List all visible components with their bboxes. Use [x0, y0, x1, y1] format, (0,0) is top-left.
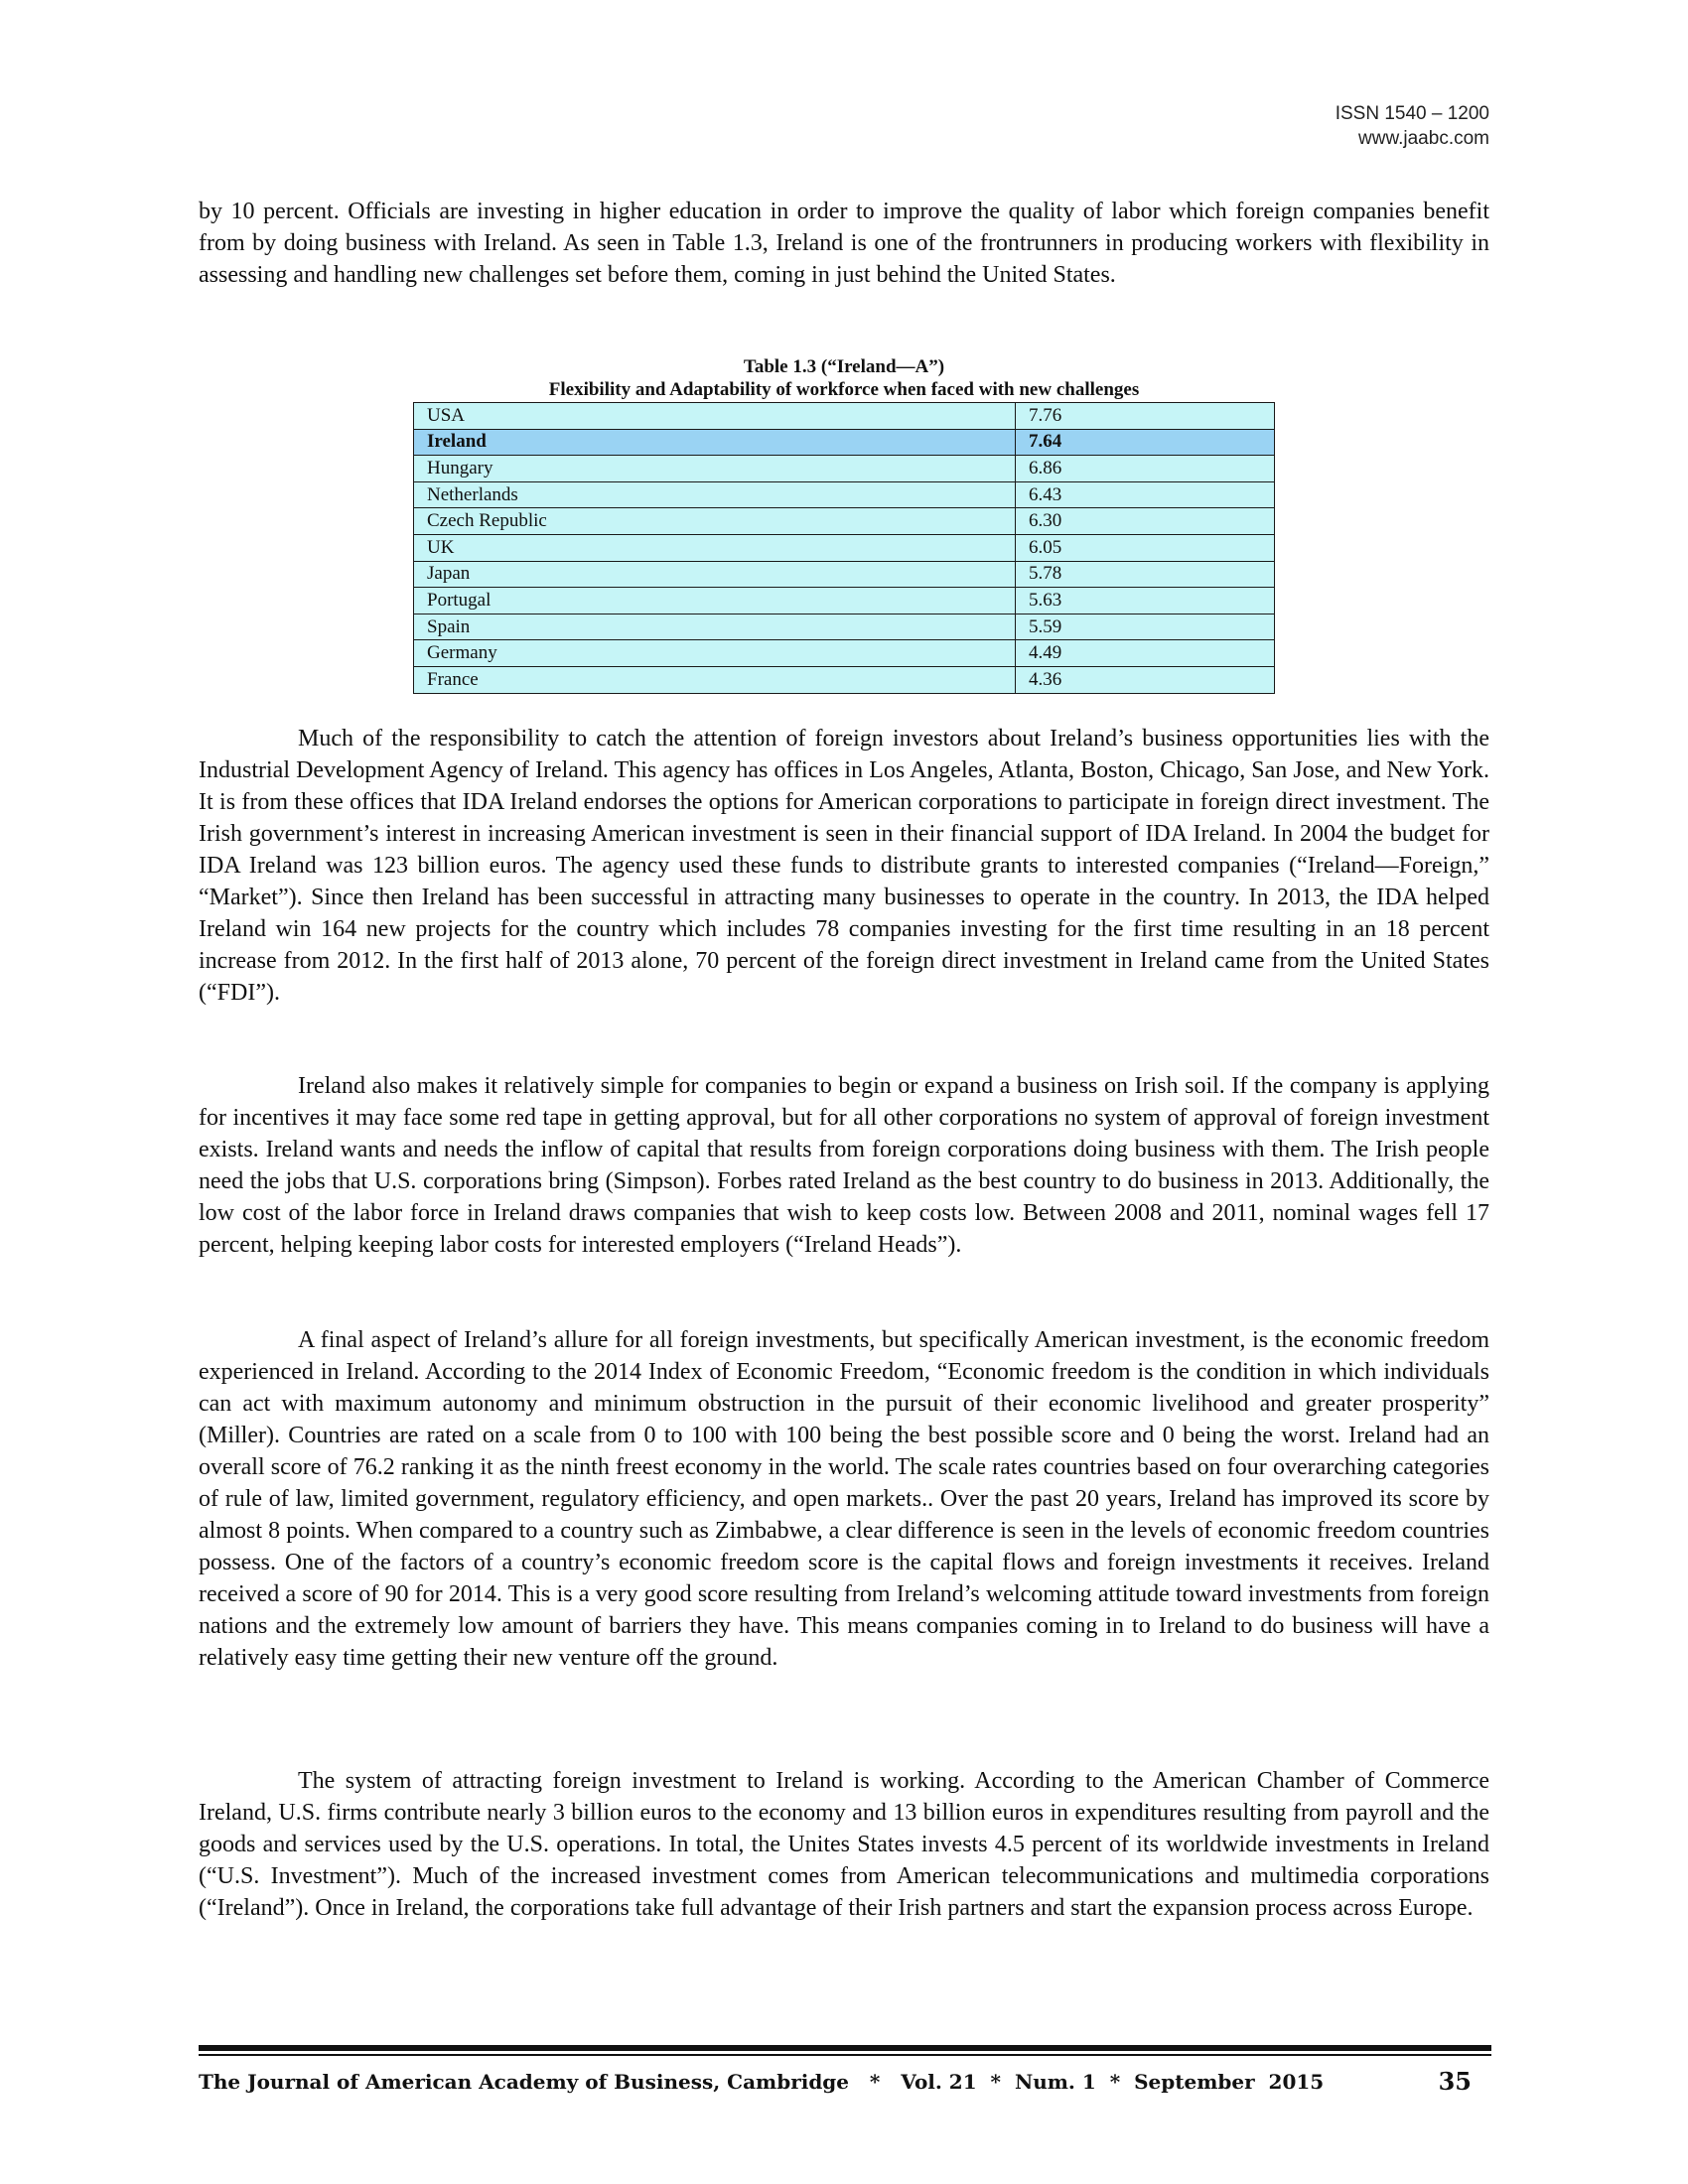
issn-label: ISSN 1540 – 1200	[1335, 103, 1489, 124]
country-cell: Spain	[414, 614, 1016, 640]
country-cell: Germany	[414, 640, 1016, 667]
paragraph-economic-freedom: A final aspect of Ireland’s allure for all foreign investments, but specifically American investment, is the economic freedom experienced in Ireland. According to the 2014 Index of Economic Freedom, “Economic freedom is the condition in which individuals can act with maximum autonomy and minimum obstruction in the pursuit of their economic livelihood and greater prosperity” (Miller). Countries are rated on a scale from 0 to 100 with 100 being the best possible score and 0 being the worst. Ireland had an overall score of 76.2 ranking it as the ninth freest economy in the world. The scale rates countries based on four overarching categories of rule of law, limited government, regulatory efficiency, and open markets.. Over the past 20 years, Ireland has improved its score by almost 8 points. When compared to a country such as Zimbabwe, a clear difference is seen in the levels of economic freedom countries possess. One of the factors of a country’s economic freedom score is the capital flows and foreign investments it receives. Ireland received a score of 90 for 2014. This is a very good score resulting from Ireland’s welcoming attitude toward investments from foreign nations and the extremely low amount of barriers they have. This means companies coming in to Ireland to do business will have a relatively easy time getting their new venture off the ground.	[199, 1327, 1489, 1671]
table-subtitle: Flexibility and Adaptability of workforce when faced with new challenges	[548, 379, 1140, 400]
table-row	[414, 534, 1275, 561]
country-cell: Ireland	[414, 429, 1016, 456]
country-cell: USA	[414, 403, 1016, 430]
country-cell: Netherlands	[414, 481, 1016, 508]
table-row	[414, 508, 1275, 535]
country-cell: Portugal	[414, 588, 1016, 614]
page-number: 35	[1438, 2067, 1472, 2096]
workforce-flexibility-table	[413, 402, 1275, 694]
table-row	[414, 640, 1275, 667]
country-cell: Japan	[414, 561, 1016, 588]
score-cell: 7.64	[1016, 429, 1275, 456]
table-row	[414, 666, 1275, 693]
score-cell: 6.05	[1016, 534, 1275, 561]
running-header	[1336, 101, 1489, 151]
score-cell: 5.78	[1016, 561, 1275, 588]
table-row	[414, 481, 1275, 508]
score-cell: 5.63	[1016, 588, 1275, 614]
table-title: Table 1.3 (“Ireland—A”)	[743, 356, 945, 377]
score-cell: 4.36	[1016, 666, 1275, 693]
score-cell: 4.49	[1016, 640, 1275, 667]
paragraph-ida: Much of the responsibility to catch the attention of foreign investors about Ireland’s business opportunities lies with the Industrial Development Agency of Ireland. This agency has offices in Los Angeles, Atlanta, Boston, Chicago, San Jose, and New York. It is from these offices that IDA Ireland endorses the options for American corporations to participate in foreign direct investment. The Irish government’s interest in increasing American investment is seen in their financial support of IDA Ireland. In 2004 the budget for IDA Ireland was 123 billion euros. The agency used these funds to distribute grants to interested companies (“Ireland—Foreign,” “Market”). Since then Ireland has been successful in attracting many businesses to operate in the country. In 2013, the IDA helped Ireland win 164 new projects for the country which includes 78 companies investing for the first time resulting in an 18 percent increase from 2012. In the first half of 2013 alone, 70 percent of the foreign direct investment in Ireland came from the United States (“FDI”).	[199, 726, 1489, 1006]
table-caption	[397, 355, 1291, 401]
score-cell: 6.86	[1016, 456, 1275, 482]
table-row	[414, 614, 1275, 640]
country-cell: Hungary	[414, 456, 1016, 482]
footer-divider-thin	[199, 2054, 1491, 2056]
website-label: www.jaabc.com	[1358, 128, 1489, 149]
country-cell: UK	[414, 534, 1016, 561]
table-row	[414, 561, 1275, 588]
country-cell: France	[414, 666, 1016, 693]
table-row	[414, 403, 1275, 430]
table-row	[414, 456, 1275, 482]
paragraph-business-ease: Ireland also makes it relatively simple for companies to begin or expand a business on Irish soil. If the company is applying for incentives it may face some red tape in getting approval, but for all other corporations no system of approval of foreign investment exists. Ireland wants and needs the inflow of capital that results from foreign corporations doing business with them. The Irish people need the jobs that U.S. corporations bring (Simpson). Forbes rated Ireland as the best country to do business in 2013. Additionally, the low cost of the labor force in Ireland draws companies that wish to keep costs low. Between 2008 and 2011, nominal wages fell 17 percent, helping keeping labor costs for interested employers (“Ireland Heads”).	[199, 1073, 1489, 1258]
journal-citation: The Journal of American Academy of Business, Cambridge * Vol. 21 * Num. 1 * September 2015	[199, 2070, 1325, 2094]
score-cell: 7.76	[1016, 403, 1275, 430]
table-row	[414, 588, 1275, 614]
score-cell: 6.30	[1016, 508, 1275, 535]
page-footer	[199, 2067, 1491, 2097]
table-row-highlighted	[414, 429, 1275, 456]
score-cell: 5.59	[1016, 614, 1275, 640]
paragraph-investment-results: The system of attracting foreign investment to Ireland is working. According to the American Chamber of Commerce Ireland, U.S. firms contribute nearly 3 billion euros to the economy and 13 billion euros in expenditures resulting from payroll and the goods and services used by the U.S. operations. In total, the Unites States invests 4.5 percent of its worldwide investments in Ireland (“U.S. Investment”). Much of the increased investment comes from American telecommunications and multimedia corporations (“Ireland”). Once in Ireland, the corporations take full advantage of their Irish partners and start the expansion process across Europe.	[199, 1768, 1489, 1921]
country-cell: Czech Republic	[414, 508, 1016, 535]
paragraph-intro: by 10 percent. Officials are investing in higher education in order to improve the quality of labor which foreign companies benefit from by doing business with Ireland. As seen in Table 1.3, Ireland is one of the frontrunners in producing workers with flexibility in assessing and handling new challenges set before them, coming in just behind the United States.	[199, 199, 1489, 288]
score-cell: 6.43	[1016, 481, 1275, 508]
footer-divider	[199, 2045, 1491, 2051]
